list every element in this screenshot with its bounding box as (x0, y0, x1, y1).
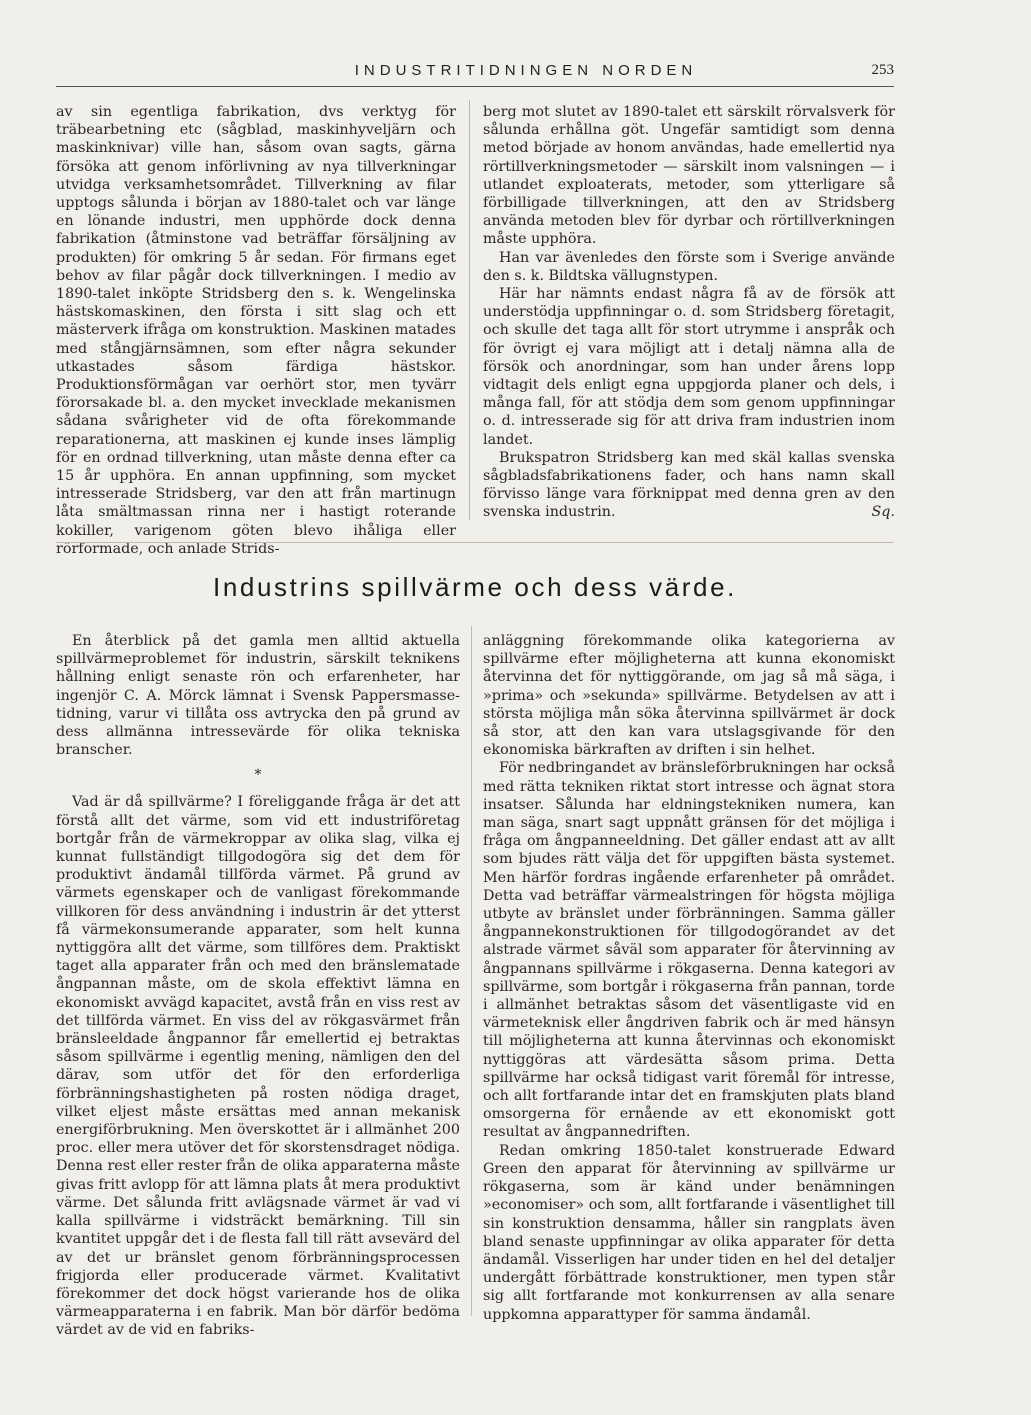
article-title: Industrins spillvärme och dess värde. (213, 572, 737, 602)
column-divider (471, 626, 472, 1316)
article-divider (56, 542, 894, 543)
prev-article-left-column (56, 103, 456, 558)
section-separator: * (254, 767, 262, 784)
column-divider (469, 100, 470, 520)
paragraph: anläggning förekommande olika kategorierna av spillvärme efter möjligheterna att kunna ekonomiskt återvinna det för nyttiggörande, om jag så må säga, i »prima» och »sekunda» spillvärme. Betydelsen av att i största möjliga mån söka återvinna spillvärmet är dock så stor, att den kan vara utslagsgivande för den ekonomiska bärkraften av driften i sin helhet. (483, 633, 895, 759)
header-rule (56, 86, 894, 87)
paragraph (483, 449, 895, 522)
author-signature: Sq. (871, 504, 895, 521)
paragraph: Här har nämnts endast några få av de försök att understödja uppfinningar o. d. som Stridsberg företagit, och skulle det taga allt för stort utrymme i anspråk och för övrigt ej vara möjligt att i detalj nämna alla de försök och anordningar, som han under årens lopp vidtagit dels enligt egna uppgjorda planer och dels, i många fall, för att stödja dem som genom uppfinningar o. d. intresserade sig för att driva fram industrien inom landet. (483, 286, 895, 448)
paragraph: Redan omkring 1850-talet konstruerade Edward Green den apparat för återvinning av spillvärme ur rökgaserna, som är känd under benämningen »economiser» och som, allt fortfarande i väsentlighet till sin konstruktion densamma, håller sin rangplats även bland senaste uppfinningar av olika apparater för detta ändamål. Visserligen har under tiden en hel del detaljer undergått förbättrade konstruktioner, men typen står sig allt fortfarande mot konkurrensen av alla senare uppkomna apparattyper för samma ändamål. (483, 1142, 895, 1323)
running-header (56, 62, 894, 84)
article-right-column (483, 632, 895, 1324)
intro-paragraph: En återblick på det gamla men alltid aktuella spillvärmeproblemet för industrin, särskilt teknikens hållning enligt senaste rön och erfarenheter, har ingenjör C. A. Mörck lämnat i Svensk Pappersmasse-tidning, varur vi tillåta oss avtrycka den på grund av dess allmänna intressevärde för olika tekniska branscher. (56, 633, 460, 759)
prev-article-right-column (483, 103, 895, 522)
closing-paragraph-text: Brukspatron Stridsberg kan med skäl kallas svenska sågbladsfabrikationens fader, och hans namn skall förvisso länge vara förknippat med denna gren av den svenska industrin. (483, 449, 895, 521)
page-number: 253 (871, 62, 894, 78)
paragraph: berg mot slutet av 1890-talet ett särskilt rörvalsverk för sålunda erhållna göt. Ungefär samtidigt som denna metod började av honom användas, hade emellertid nya rörtillverkningsmetoder — särskilt inom valsningen — i utlandet exploaterats, metoder, som ytterligare så förbilligade tillverkningen, att den av Stridsberg använda metoden blev för dyrbar och rörtillverkningen måste upphöra. (483, 104, 895, 248)
article-left-column (56, 632, 460, 1340)
paragraph: av sin egentliga fabrikation, dvs verktyg för träbearbetning etc (sågblad, maskinhyveljärn och maskinknivar) ville han, såsom ovan sagts, gärna försöka att genom införlivning av nya tillverkningar utvidga verksamhetsområdet. Tillverkning av filar upptogs sålunda i början av 1880-talet och var länge en lönande industri, men upphörde dock denna fabrikation (åtminstone vad beträffar försäljning av produkten) för omkring 5 år sedan. För firmans eget behov av filar pågår dock tillverkningen. I medio av 1890-talet inköpte Stridsberg den s. k. Wengelinska hästskomaskinen, den första i sitt slag och ett mästerverk ifråga om konstruktion. Maskinen matades med stångjärnsämnen, som efter några sekunder utkastades såsom färdiga hästskor. Produktionsförmågan var oerhört stor, men tyvärr förorsakade bl. a. den mycket invecklade mekanismen sådana svårigheter vid de ofta förekommande reparationerna, att maskinen ej kunde inses lämplig för en ordnad tillverkning, utan måste denna efter ca 15 år upphöra. En annan uppfinning, som mycket intresserade Stridsberg, var den att från martinugn låta smältmassan rinna ner i hastigt roterande kokiller, varigenom göten blevo ihåliga eller rörformade, och anlade Strids- (56, 104, 456, 557)
article-intro (56, 632, 460, 759)
paragraph: För nedbringandet av bränsleförbrukningen har också med rätta tekniken riktat stort intresse och ägnat stora insatser. Sålunda har eldningstekniken numera, kan man säga, snart sagt uppnått gränsen för det möjliga i fråga om ångpanneeldning. Det gäller endast att av allt som bjudes rätt välja det för uppgiften bästa systemet. Men härför fordras ingående erfarenheter på området. Detta vad beträffar värmealstringen för högsta möjliga utbyte av bränslet under förbränningen. Samma gäller ångpannekonstruktionen för tillgodogörandet av det alstrade värmet såväl som apparater för återvinning av ångpannans spillvärme i rökgaserna. Denna kategori av spillvärme, som bortgår i rökgaserna från pannan, torde i allmänhet betraktas såsom det väsentligaste vid en värmeteknisk eller ångdriven fabrik och är med hänsyn till möjligheterna att kunna återvinnas och ekonomiskt nyttiggöras att värdesätta såsom prima. Detta spillvärme har också tidigast varit föremål för intresse, och allt fortfarande intar det en framskjuten plats bland omsorgerna för ernående av ett ekonomiskt gott resultat av ångpannedriften. (483, 760, 895, 1141)
journal-title: INDUSTRITIDNINGEN NORDEN (354, 62, 698, 79)
paragraph: Han var ävenledes den förste som i Sverige använde den s. k. Bildtska vällugnstypen. (483, 249, 895, 284)
paragraph: Vad är då spillvärme? I föreliggande fråga är det att förstå allt det värme, som vid ett industriföretag bortgår från de värmekroppar av olika slag, vilka ej kunnat fullständigt tillgodogöra sig det dem för produktivt ändamål tillförda värmet. På grund av värmets egenskaper och de vanligast förekommande villkoren för dess användning i industrin är det ytterst få värmekonsumerande apparater, som helt kunna nyttiggöra allt det värme, som tillföres dem. Praktiskt taget alla apparater från och med den bränslematade ångpannan måste, om de skola effektivt lämna en ekonomiskt avvägd kapacitet, avstå från en viss rest av det tillförda värmet. En viss del av rökgasvärmet från bränsleeldade ångpannor får emellertid ej betraktas såsom spillvärme i egentlig mening, nämligen den del därav, som utför det för den erforderliga förbränningshastigheten på rosten nödiga draget, vilket eljest måste ersättas med annan mekanisk energiförbrukning. Men överskottet är i allmänhet 200 proc. eller mera utöver det för skorstensdraget nödiga. Denna rest eller rester från de olika apparaterna måste givas fritt avlopp för att lämna plats åt mera produktivt värme. Det sålunda fritt avlägsnade värmet är vad vi kalla spillvärme i vidsträckt bemärkning. Till sin kvantitet uppgår det i de flesta fall till rätt avsevärd del av det ur bränslet genom förbränningsprocessen frigjorda eller producerade värmet. Kvalitativt förekommer det dock högst varierande hos de olika värmeapparaterna i en fabrik. Man bör därför bedöma värdet av de vid en fabriks- (56, 794, 460, 1339)
